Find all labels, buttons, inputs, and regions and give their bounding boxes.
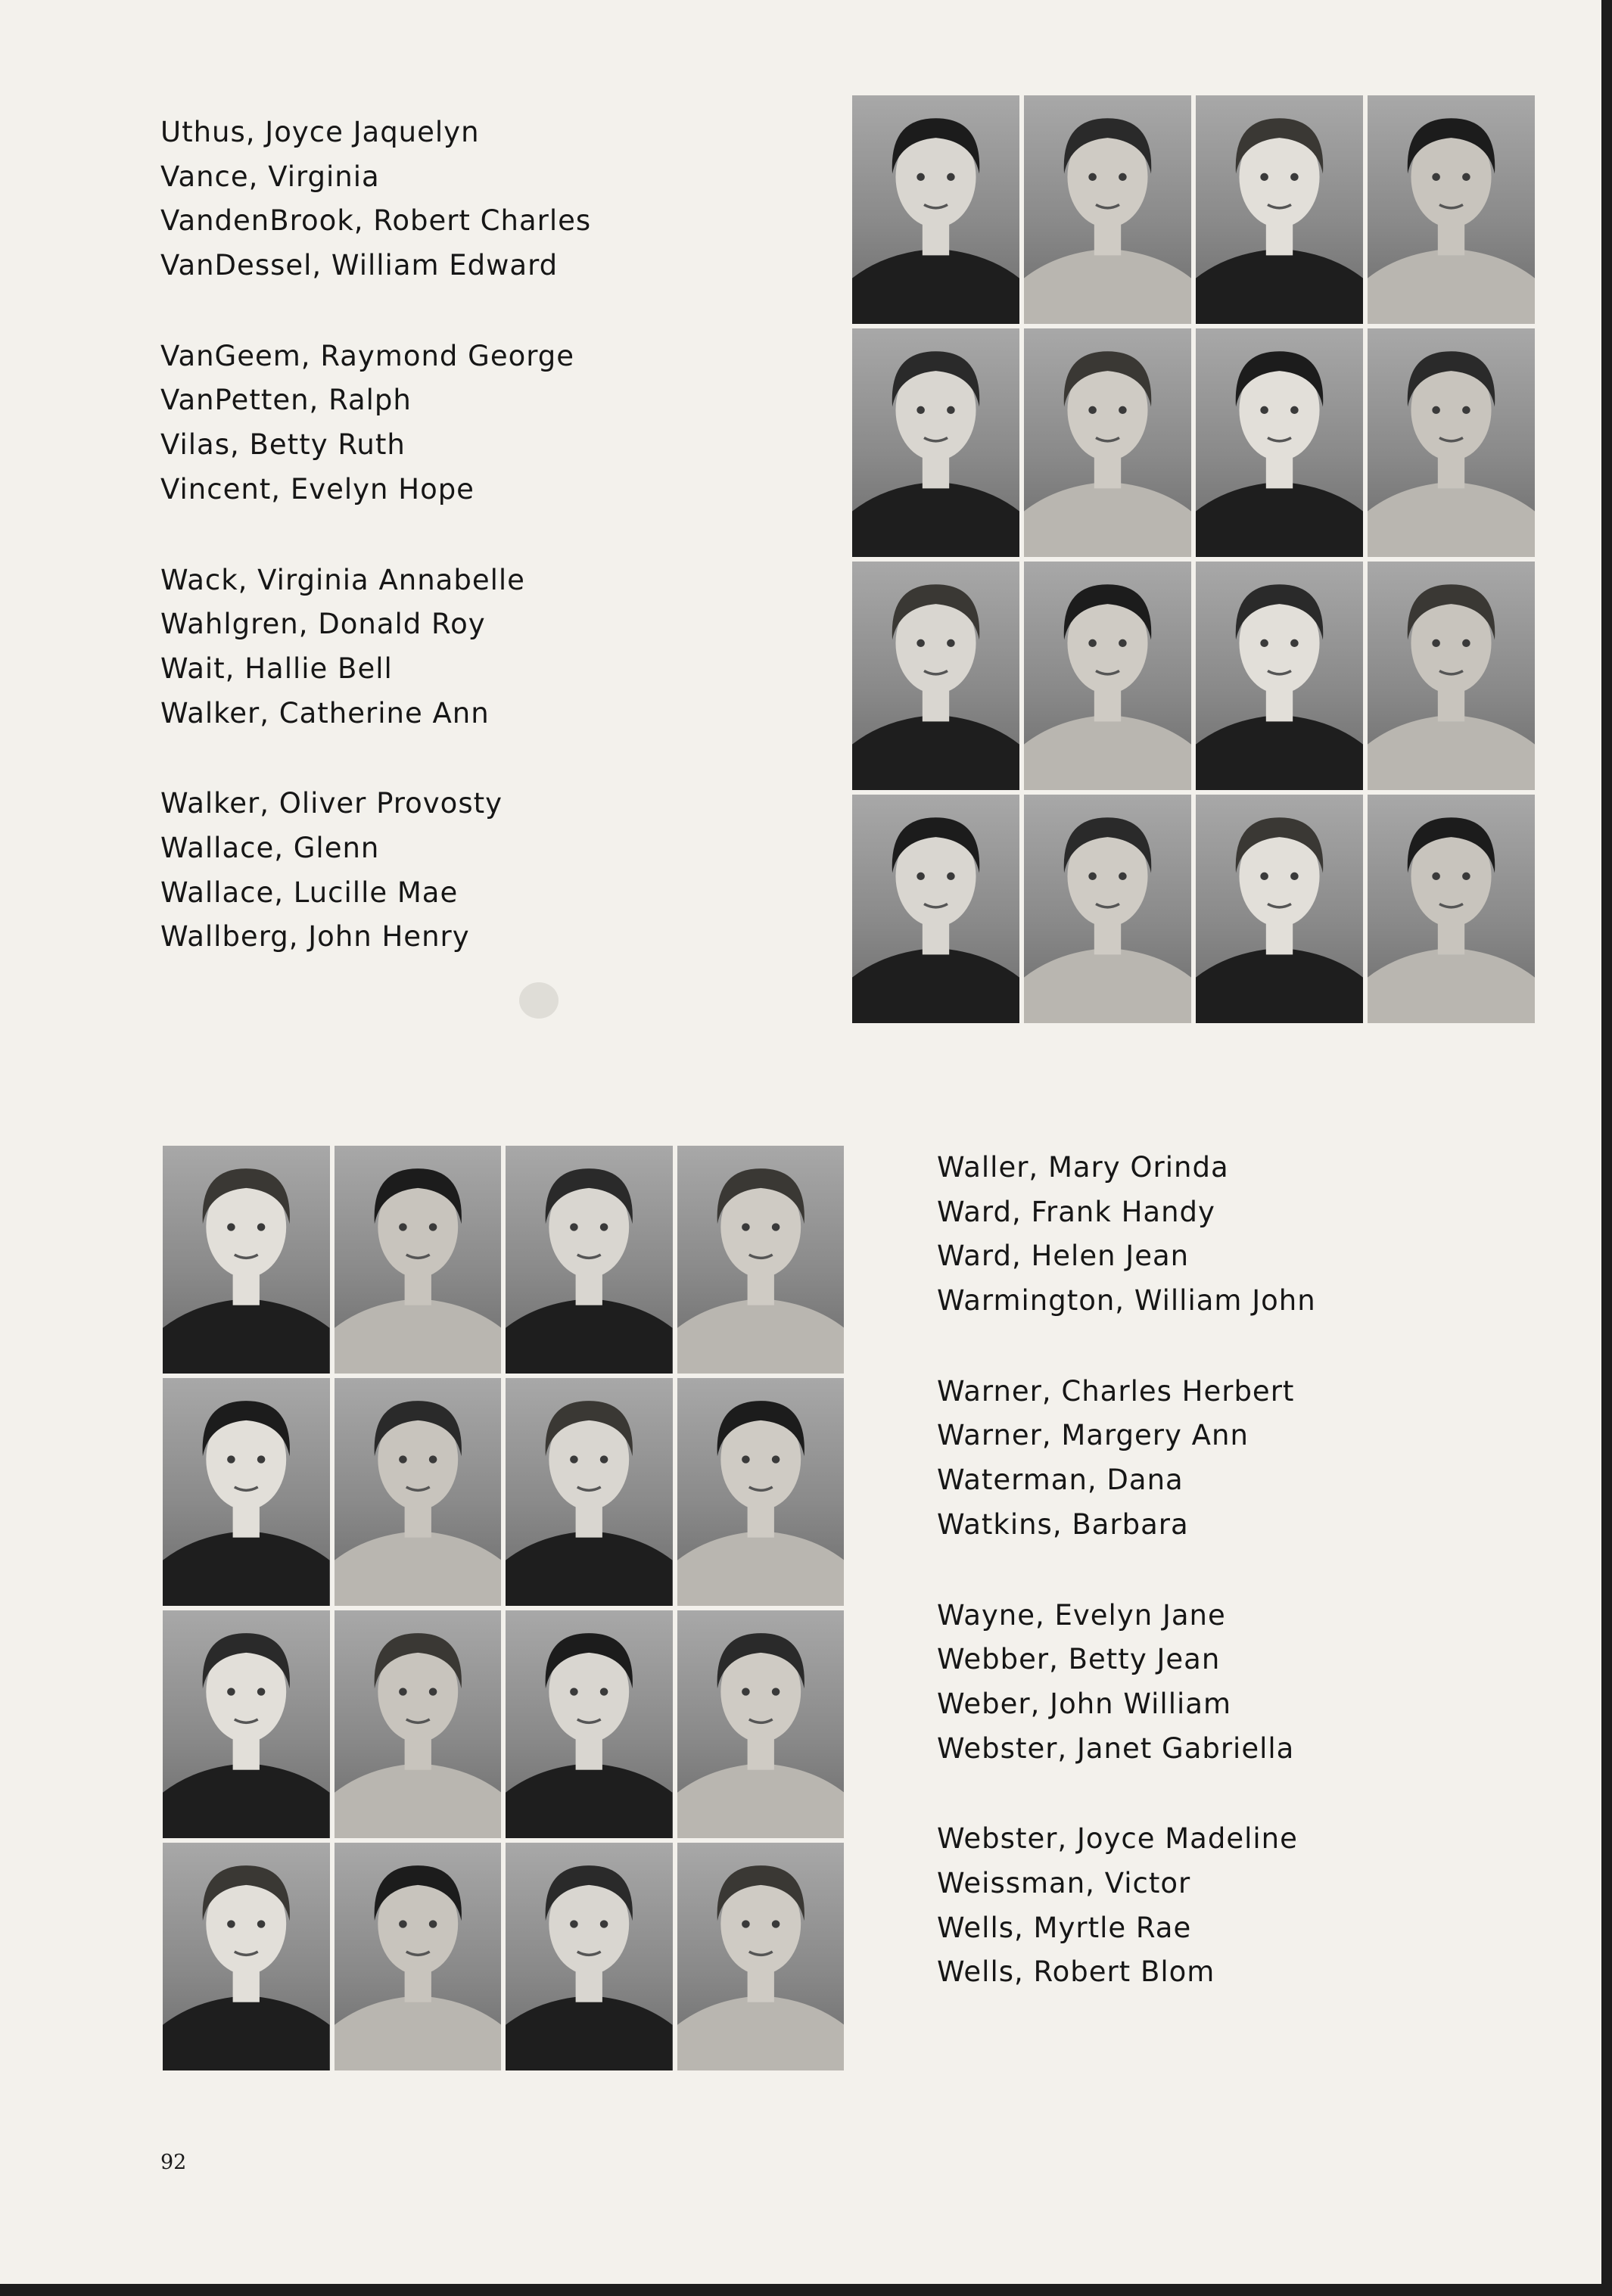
name-group [160, 334, 591, 512]
student-name: Wells, Myrtle Rae [937, 1911, 1192, 1944]
student-name: VandenBrook, Robert Charles [160, 204, 592, 238]
student-name: VanDessel, William Edward [160, 249, 559, 282]
student-portrait-photo [506, 1843, 673, 2070]
student-name: Walker, Oliver Provosty [160, 787, 503, 820]
name-group [937, 1370, 1316, 1548]
student-name: Webster, Joyce Madeline [937, 1822, 1298, 1856]
student-portrait-photo [506, 1146, 673, 1374]
student-portrait-photo [1024, 562, 1191, 790]
student-name: Watkins, Barbara [937, 1507, 1189, 1541]
student-portrait-photo [1368, 795, 1535, 1023]
student-name: VanPetten, Ralph [160, 384, 412, 417]
student-name: Ward, Frank Handy [937, 1195, 1215, 1228]
paper-smudge [519, 982, 559, 1019]
student-portrait-photo [677, 1610, 845, 1838]
student-portrait-photo [1024, 328, 1191, 557]
student-portrait-photo [1024, 795, 1191, 1023]
student-name: Webster, Janet Gabriella [937, 1731, 1295, 1765]
student-portrait-photo [1196, 328, 1363, 557]
student-name: Weber, John William [937, 1687, 1231, 1720]
student-name: Vance, Virginia [160, 160, 380, 193]
student-portrait-photo [1368, 95, 1535, 324]
student-portrait-photo [677, 1843, 845, 2070]
student-name: Wahlgren, Donald Roy [160, 608, 486, 641]
student-portrait-photo [1368, 562, 1535, 790]
top-photo-grid [852, 95, 1535, 1023]
name-group [937, 1817, 1316, 1995]
student-portrait-photo [335, 1146, 502, 1374]
student-name: Webber, Betty Jean [937, 1643, 1221, 1676]
student-portrait-photo [852, 328, 1019, 557]
student-name: Warner, Margery Ann [937, 1419, 1249, 1452]
student-name: Waller, Mary Orinda [937, 1151, 1229, 1184]
student-portrait-photo [335, 1843, 502, 2070]
student-portrait-photo [1368, 328, 1535, 557]
student-portrait-photo [163, 1146, 330, 1374]
student-portrait-photo [852, 562, 1019, 790]
student-name: Weissman, Victor [937, 1866, 1191, 1899]
bottom-photo-grid [163, 1146, 844, 2070]
student-name: Uthus, Joyce Jaquelyn [160, 116, 480, 148]
student-portrait-photo [677, 1146, 845, 1374]
student-name: Vincent, Evelyn Hope [160, 472, 475, 506]
name-group [160, 110, 591, 288]
student-portrait-photo [163, 1610, 330, 1838]
student-name: Ward, Helen Jean [937, 1240, 1190, 1273]
student-portrait-photo [163, 1843, 330, 2070]
student-portrait-photo [335, 1610, 502, 1838]
page-number: 92 [160, 2151, 187, 2174]
student-portrait-photo [1196, 795, 1363, 1023]
student-portrait-photo [1196, 95, 1363, 324]
student-portrait-photo [506, 1378, 673, 1606]
student-portrait-photo [852, 795, 1019, 1023]
student-name: Warner, Charles Herbert [937, 1374, 1295, 1408]
student-portrait-photo [852, 95, 1019, 324]
student-name: Wack, Virginia Annabelle [160, 563, 525, 596]
student-name: Wallace, Glenn [160, 831, 380, 864]
student-portrait-photo [163, 1378, 330, 1606]
student-portrait-photo [506, 1610, 673, 1838]
student-name: Vilas, Betty Ruth [160, 428, 406, 462]
student-name: Wait, Hallie Bell [160, 652, 393, 685]
name-group [160, 558, 591, 736]
student-name: Waterman, Dana [937, 1464, 1184, 1497]
student-name: Wallberg, John Henry [160, 920, 470, 954]
student-portrait-photo [1024, 95, 1191, 324]
student-name: Wells, Robert Blom [937, 1955, 1215, 1989]
bottom-name-list [937, 1146, 1316, 2041]
name-group [937, 1594, 1316, 1772]
student-name: Wallace, Lucille Mae [160, 876, 459, 909]
student-name: Wayne, Evelyn Jane [937, 1598, 1226, 1632]
name-group [160, 782, 591, 960]
student-portrait-photo [1196, 562, 1363, 790]
top-name-list [160, 110, 591, 1006]
name-group [937, 1146, 1316, 1324]
student-name: VanGeem, Raymond George [160, 339, 575, 372]
student-portrait-photo [335, 1378, 502, 1606]
student-portrait-photo [677, 1378, 845, 1606]
student-name: Walker, Catherine Ann [160, 696, 490, 730]
student-name: Warmington, William John [937, 1284, 1316, 1318]
